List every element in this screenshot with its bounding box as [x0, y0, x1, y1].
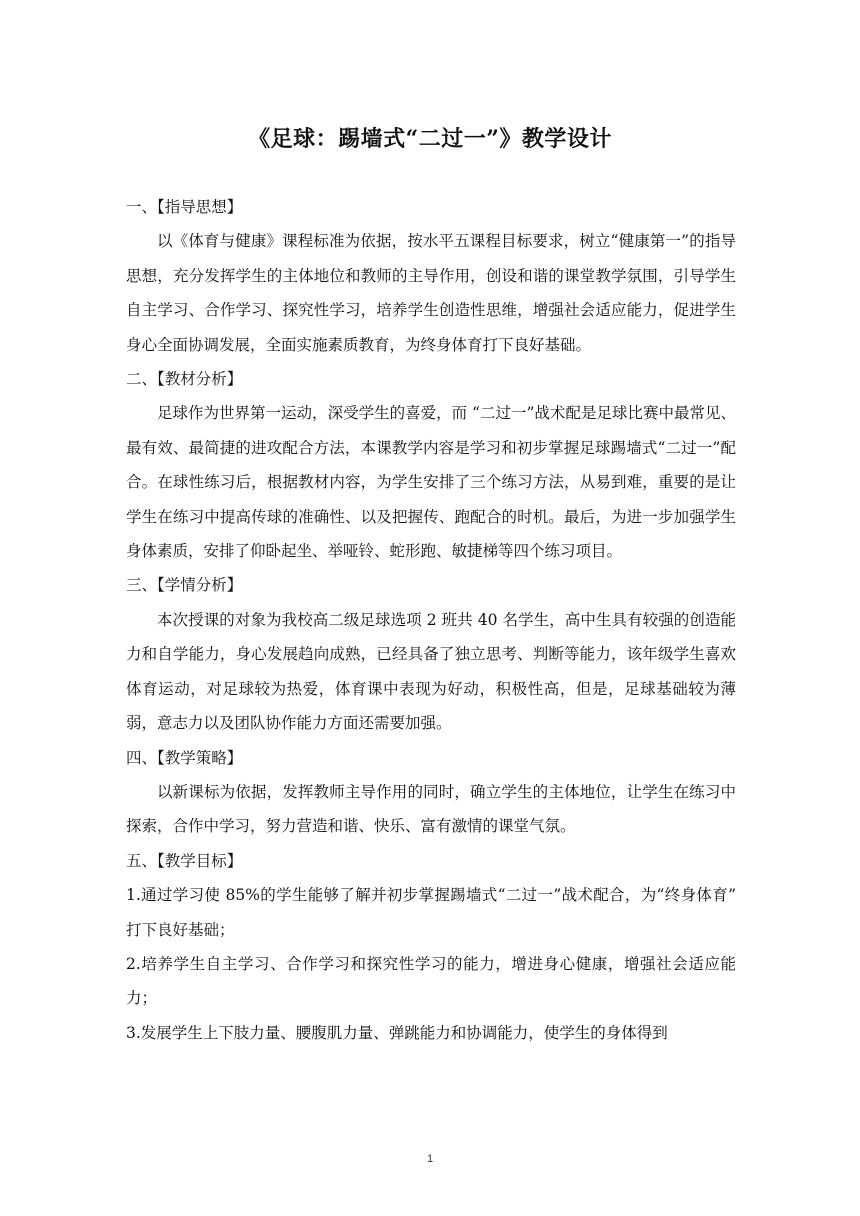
- section-heading: 五、【教学目标】: [126, 851, 243, 870]
- section-paragraph: 本次授课的对象为我校高二级足球选项 2 班共 40 名学生，高中生具有较强的创造能力和自学能力，身心发展趋向成熟，已经具备了独立思考、判断等能力，该年级学生喜欢体育运动，对足球较为热爱，体育课中表现为好动，积极性高，但是，足球基础较为薄弱，意志力以及团队协作能力方面还需要加强。: [126, 610, 736, 733]
- objective-item: 3.发展学生上下肢力量、腰腹肌力量、弹跳能力和协调能力，使学生的身体得到: [126, 1023, 668, 1042]
- section-heading: 一、【指导思想】: [126, 198, 243, 216]
- section-teaching-objectives: [126, 844, 736, 1050]
- section-heading: 四、【教学策略】: [126, 748, 243, 767]
- objective-item: 1.通过学习使 85%的学生能够了解并初步掌握踢墙式“二过一”战术配合，为“终身体育” 打下良好基础；: [126, 886, 736, 939]
- section-teaching-strategy: [126, 741, 736, 844]
- section-paragraph: 足球作为世界第一运动，深受学生的喜爱，而 “二过一”战术配是足球比赛中最常见、最有效、最简捷的进攻配合方法，本课教学内容是学习和初步掌握足球踢墙式“二过一”配合。在球性练习后，根据教材内容，为学生安排了三个练习方法，从易到难，重要的是让学生在练习中提高传球的准确性、以及把握传、跑配合的时机。最后，为进一步加强学生身体素质，安排了仰卧起坐、举哑铃、蛇形跑、敏捷梯等四个练习项目。: [126, 404, 736, 561]
- page-number: 1: [426, 1153, 434, 1165]
- document-title: 《足球：踢墙式“二过一”》教学设计: [248, 126, 612, 152]
- section-student-analysis: [126, 568, 736, 740]
- section-heading: 二、【教材分析】: [126, 370, 243, 389]
- section-material-analysis: [126, 362, 736, 568]
- section-paragraph: 以新课标为依据，发挥教师主导作用的同时，确立学生的主体地位，让学生在练习中探索，合作中学习，努力营造和谐、快乐、富有激情的课堂气氛。: [126, 782, 736, 836]
- section-guiding-ideology: [126, 190, 736, 362]
- section-heading: 三、【学情分析】: [126, 576, 243, 595]
- document-body: [126, 190, 736, 1050]
- objective-item: 2.培养学生自主学习、合作学习和探究性学习的能力，增进身心健康，增强社会适应能力；: [126, 954, 736, 1008]
- section-paragraph: 以《体育与健康》课程标准为依据，按水平五课程目标要求，树立“健康第一”的指导思想，充分发挥学生的主体地位和教师的主导作用，创设和谐的课堂教学氛围，引导学生自主学习、合作学习、探究性学习，培养学生创造性思维，增强社会适应能力，促进学生身心全面协调发展，全面实施素质教育，为终身体育打下良好基础。: [126, 232, 736, 354]
